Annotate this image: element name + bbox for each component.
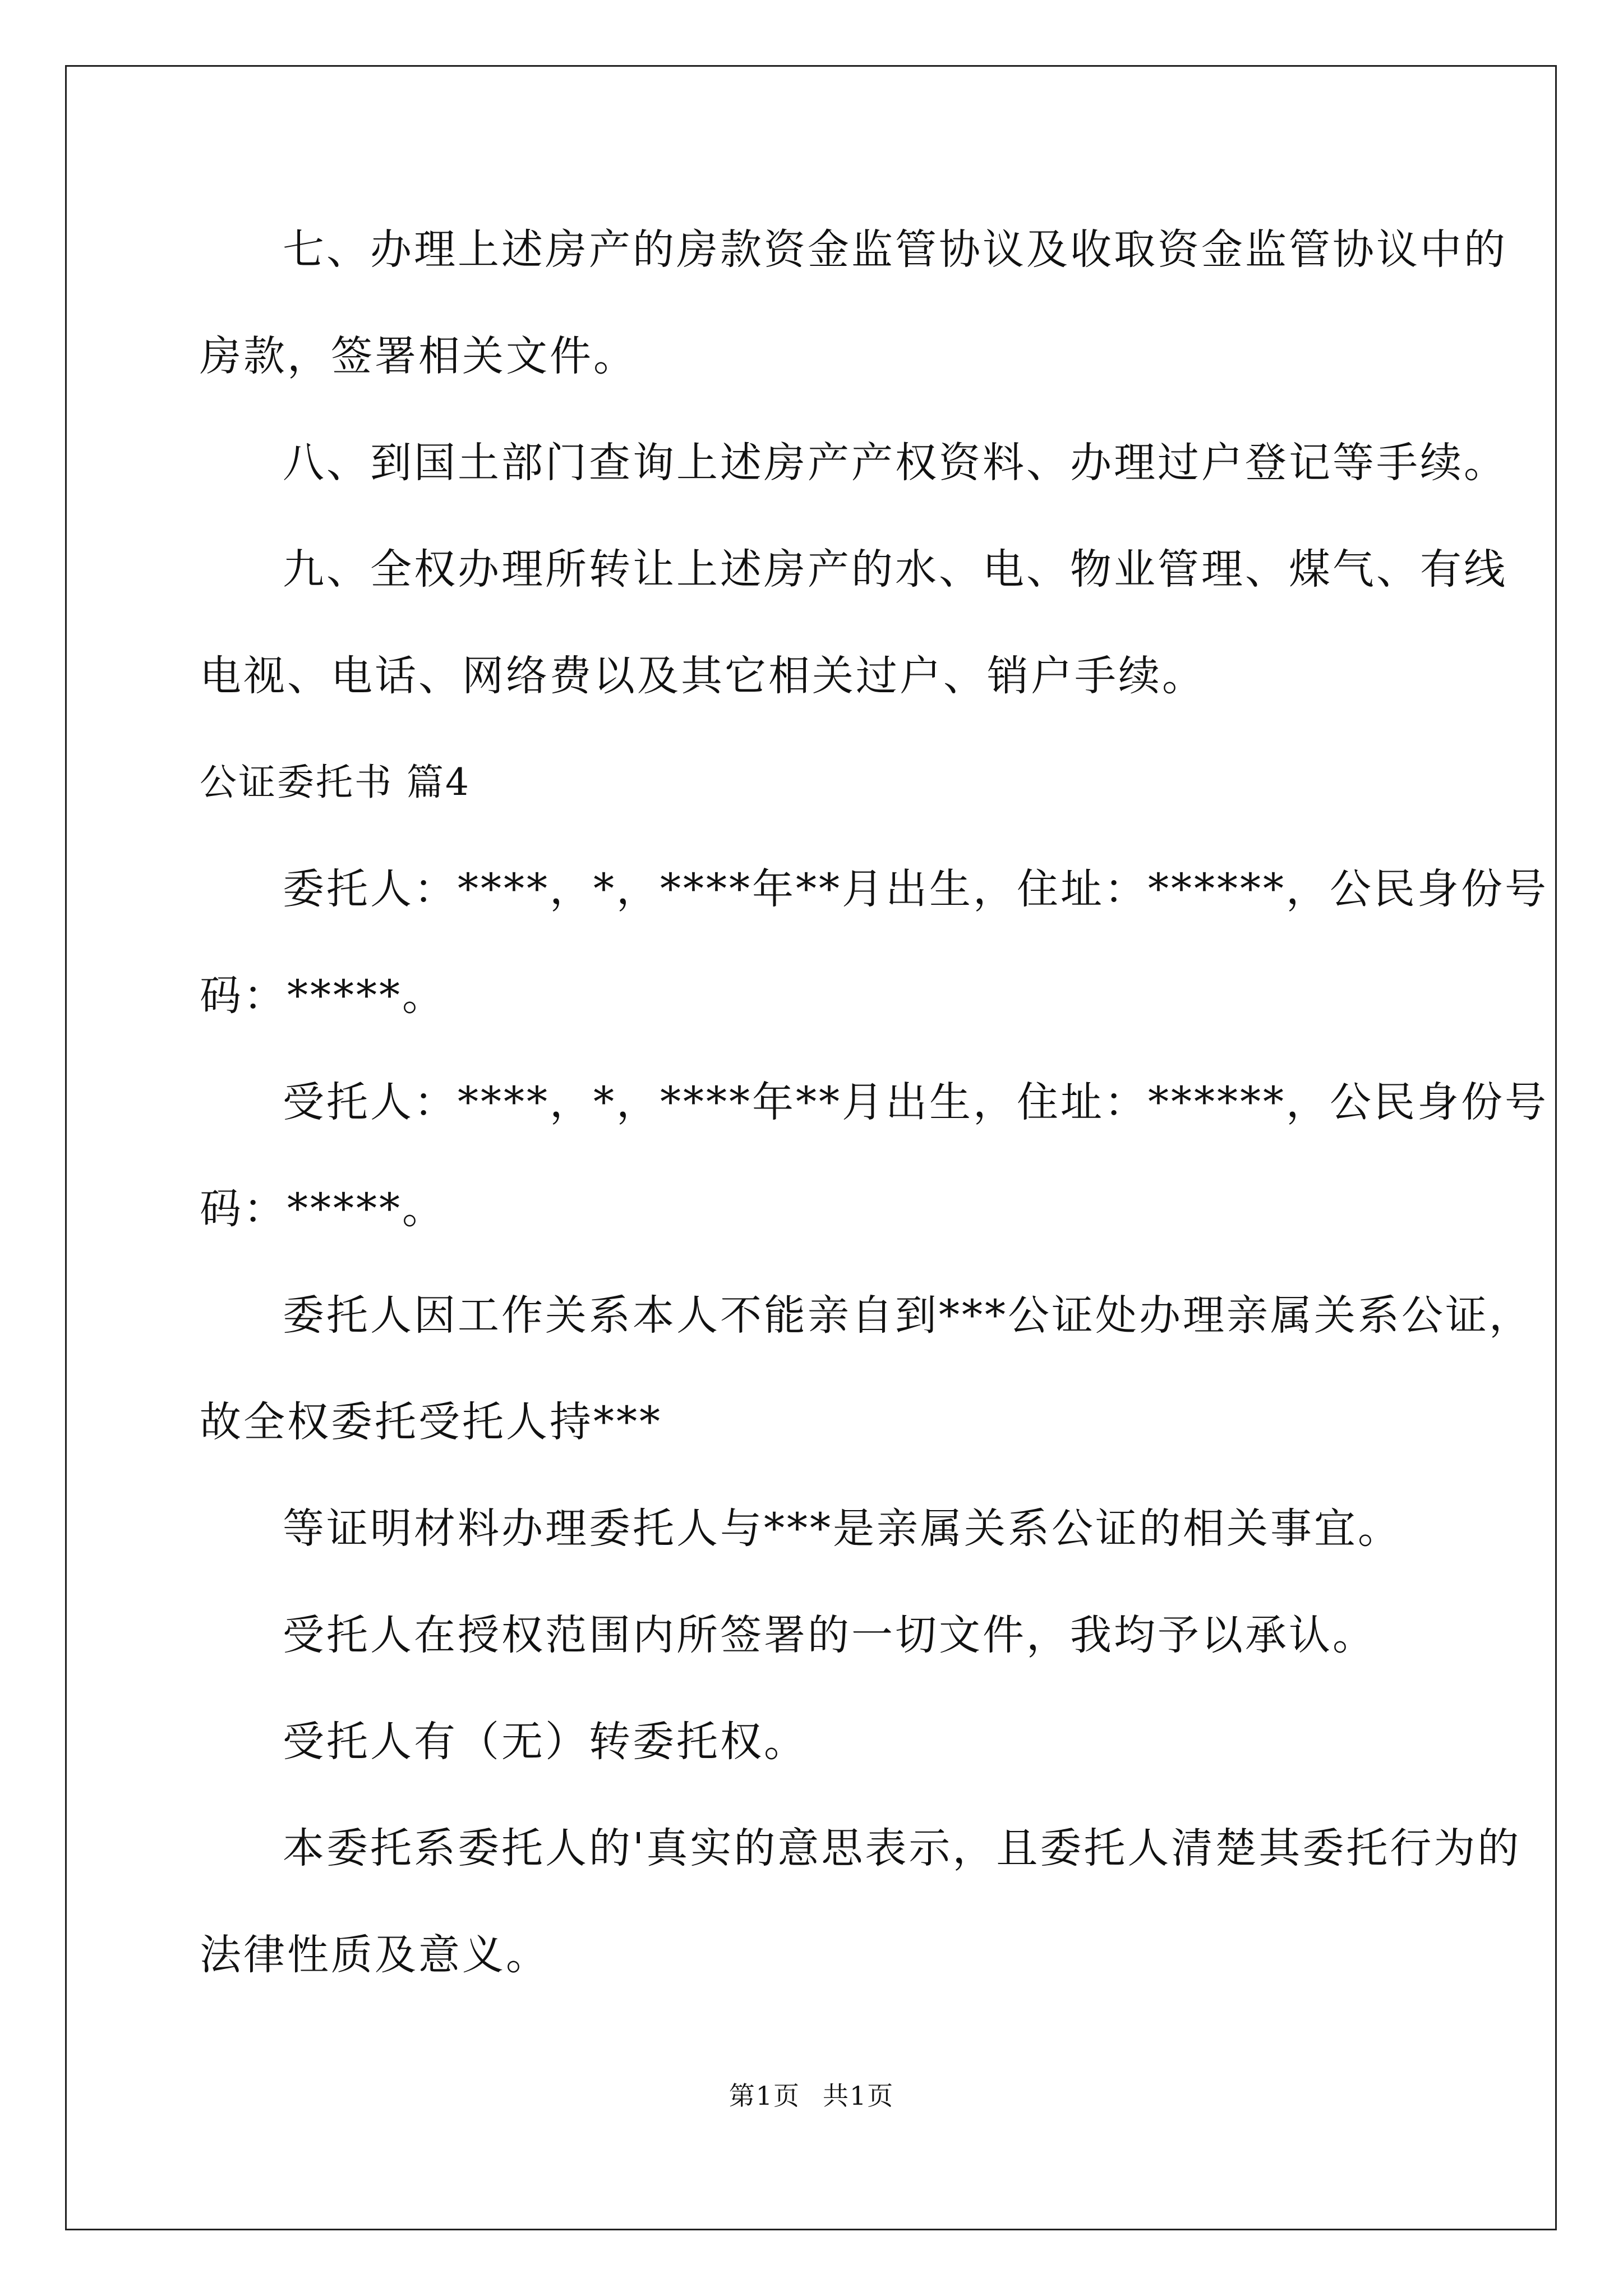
paragraph-line: 码：*****。: [200, 1185, 446, 1233]
paragraph-line: 法律性质及意义。: [200, 1931, 550, 1979]
paragraph-line: 码：*****。: [200, 972, 446, 1020]
paragraph-line: 电视、电话、网络费以及其它相关过户、销户手续。: [200, 652, 1206, 700]
paragraph-declaration: [200, 1795, 1521, 2008]
paragraph-line: 等证明材料办理委托人与***是亲属关系公证的相关事宜。: [283, 1504, 1401, 1553]
paragraph-item-9: [200, 516, 1507, 729]
paragraph-reason: [200, 1262, 1533, 1475]
paragraph-item-8: [200, 409, 1507, 516]
paragraph-line: 受托人在授权范围内所签署的一切文件，我均予以承认。: [283, 1611, 1376, 1659]
page-number-current: 第1页: [728, 2081, 800, 2111]
paragraph-line: 故全权委托受托人持***: [200, 1398, 662, 1446]
paragraph-line: 七、办理上述房产的房款资金监管协议及收取资金监管协议中的: [283, 226, 1507, 274]
page-number-total: 共1页: [823, 2081, 895, 2111]
paragraph-line: 委托人因工作关系本人不能亲自到***公证处办理亲属关系公证，: [283, 1291, 1533, 1340]
paragraph-acknowledge: [200, 1582, 1433, 1688]
page-footer: [0, 2076, 1623, 2113]
paragraph-line: 委托人：****，*，****年**月出生，住址：******，公民身份号: [283, 865, 1548, 913]
paragraph-line: 九、全权办理所转让上述房产的水、电、物业管理、煤气、有线: [283, 545, 1507, 593]
document-body: [200, 196, 1548, 2008]
paragraph-subdelegation: [200, 1688, 1433, 1795]
paragraph-line: 房款，签署相关文件。: [200, 332, 637, 380]
paragraph-line: 本委托系委托人的'真实的意思表示，且委托人清楚其委托行为的: [283, 1824, 1521, 1872]
paragraph-materials: [200, 1475, 1433, 1582]
paragraph-line: 受托人：****，*，****年**月出生，住址：******，公民身份号: [283, 1078, 1548, 1126]
paragraph-agent: [200, 1049, 1548, 1262]
paragraph-line: 八、到国土部门查询上述房产产权资料、办理过户登记等手续。: [283, 439, 1507, 487]
paragraph-item-7: [200, 196, 1507, 409]
paragraph-line: 受托人有（无）转委托权。: [283, 1718, 808, 1766]
section-heading: 公证委托书 篇4: [200, 761, 471, 804]
paragraph-principal: [200, 836, 1548, 1049]
